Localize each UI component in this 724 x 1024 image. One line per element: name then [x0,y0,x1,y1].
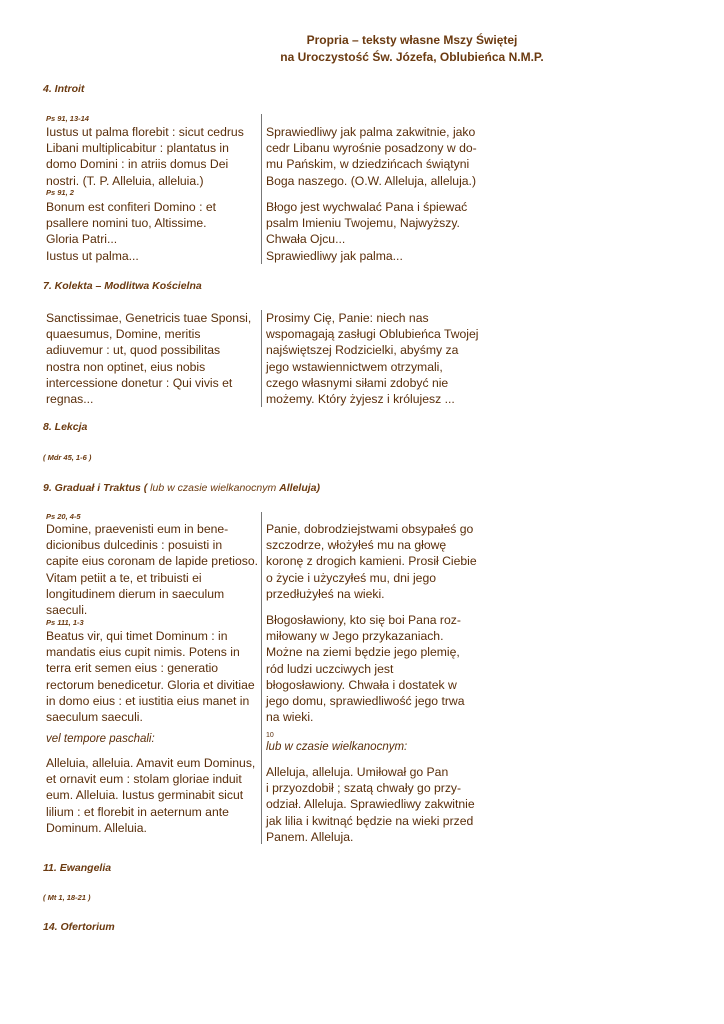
reading-citation: ( Mdr 45, 1-6 ) [43,453,92,462]
gradual-heading [43,482,320,494]
gospel-heading: 11. Ewangelia [43,862,112,874]
title-line-1: Propria – teksty własne Mszy Świętej [306,33,518,47]
collect-polish: Prosimy Cię, Panie: niech nas wspomagają zasługi Oblubieńca Twojej najświętszej Rodzicielki, abyśmy za jego wstawiennictwem otrzymali, czego własnymi siłami zdobyć nie możemy. Który żyjesz i królujesz ... [266,311,479,407]
offertory-heading: 14. Ofertorium [43,921,115,933]
gospel-citation: ( Mt 1, 18-21 ) [43,893,91,902]
column-divider [261,310,262,407]
gradual-psalm-ref-2: Ps 111, 1-3 [46,618,84,627]
introit-polish-2: Błogo jest wychwalać Pana i śpiewać psalm Imieniu Twojemu, Najwyższy. Chwała Ojcu... Sprawiedliwy jak palma... [266,200,468,263]
gradual-polish-1: Panie, dobrodziejstwami obsypałeś go szczodrze, włożyłeś mu na głowę koronę z drogich kamieni. Prosił Ciebie o życie i użyczyłeś mu, dni jego przedłużyłeś na wieki. [266,522,477,601]
collect-heading: 7. Kolekta – Modlitwa Kościelna [43,280,202,292]
introit-psalm-ref-2: Ps 91, 2 [46,188,74,197]
gradual-latin-3: Alleluia, alleluia. Amavit eum Dominus, et ornavit eum : stolam gloriae induit eum. Alleluia. Iustus germinabit sicut lilium : et florebit in aeternum ante Dominum. Alleluia. [46,756,256,835]
footnote-number: 10 [266,732,274,739]
document-title [0,32,724,66]
reading-heading: 8. Lekcja [43,421,88,433]
collect-latin: Sanctissimae, Genetricis tuae Sponsi, quaesumus, Domine, meritis adiuvemur : ut, quod possibilitas nostra non optinet, eius nobis intercessione donetur : Qui vivis et regnas... [46,311,252,407]
gradual-heading-end: Alleluja) [279,482,320,494]
introit-heading: 4. Introit [43,83,85,95]
gradual-latin-1: Domine, praevenisti eum in bene- dicionibus dulcedinis : posuisti in capite eius coronam de lapide pretioso. Vitam petiit a te, et tribuisti ei longitudinem dierum in saeculum saeculi. [46,522,259,618]
title-line-2: na Uroczystość Św. Józefa, Oblubieńca N.M.P. [280,50,544,64]
paschal-note-polish: lub w czasie wielkanocnym: [266,741,408,753]
gradual-psalm-ref-1: Ps 20, 4-5 [46,512,81,521]
column-divider [261,512,262,844]
gradual-heading-mid: lub w czasie wielkanocnym [147,482,280,494]
introit-polish-1: Sprawiedliwy jak palma zakwitnie, jako cedr Libanu wyrośnie posadzony w do- mu Pańskim, w dziedzińcach świątyni Boga naszego. (O.W. Alleluja, alleluja.) [266,125,477,188]
introit-latin-1: Iustus ut palma florebit : sicut cedrus Libani multiplicabitur : plantatus in domo Domini : in atriis domus Dei nostri. (T. P. Alleluia, alleluia.) [46,125,244,188]
gradual-heading-main: 9. Graduał i Traktus ( [43,482,148,494]
gradual-polish-3: Alleluja, alleluja. Umiłował go Pan i przyozdobił ; szatą chwały go przy- odział. Alleluja. Sprawiedliwy zakwitnie jak lilia i kwitnąć będzie na wieki przed Panem. Alleluja. [266,765,475,844]
gradual-latin-2: Beatus vir, qui timet Dominum : in mandatis eius cupit nimis. Potens in terra erit semen eius : generatio rectorum benedicetur. Gloria et divitiae in domo eius : et iustitia eius manet in saeculum saeculi. [46,629,255,725]
introit-latin-2: Bonum est confiteri Domino : et psallere nomini tuo, Altissime. Gloria Patri... Iustus ut palma... [46,200,217,263]
column-divider [261,114,262,264]
paschal-note-latin: vel tempore paschali: [46,733,155,745]
introit-psalm-ref-1: Ps 91, 13-14 [46,114,89,123]
gradual-polish-2: Błogosławiony, kto się boi Pana roz- miłowany w Jego przykazaniach. Możne na ziemi będzie jego plemię, ród ludzi uczciwych jest błogosławiony. Chwała i dostatek w jego domu, sprawiedliwość jego trwa na wieki. [266,613,465,725]
